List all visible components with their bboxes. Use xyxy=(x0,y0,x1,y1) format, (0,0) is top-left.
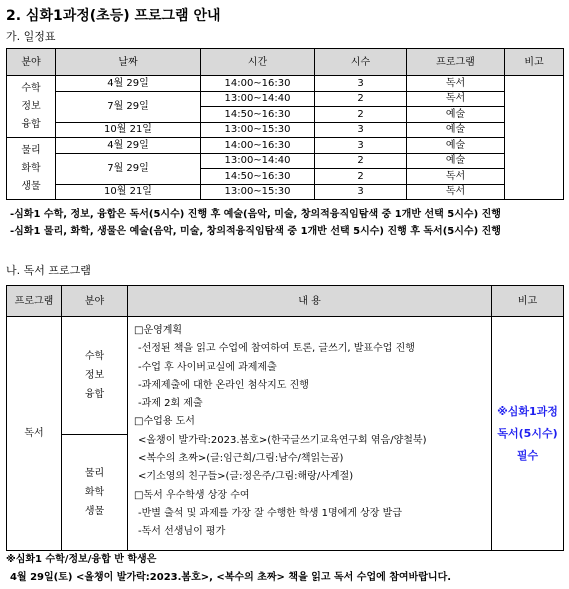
time-cell: 14:50~16:30 xyxy=(201,169,315,185)
category-physics-chem-bio: 물리 화학 생물 xyxy=(62,435,128,551)
header-program: 프로그램 xyxy=(7,286,62,317)
section-heading: □운영계획 xyxy=(134,325,183,336)
content-line: -과제제출에 대한 온라인 첨삭지도 진행 xyxy=(138,379,309,391)
page-title: 2. 심화1과정(초등) 프로그램 안내 xyxy=(6,8,221,24)
hours-cell: 3 xyxy=(315,122,407,138)
reading-remark: ※심화1과정 독서(5시수) 필수 xyxy=(492,317,564,551)
book-title: <기소영의 친구들>(글:정은주/그림:해랑/사계절) xyxy=(138,471,354,483)
content-line: -과제 2회 제출 xyxy=(138,398,203,410)
time-cell: 14:50~16:30 xyxy=(201,107,315,123)
hours-cell: 2 xyxy=(315,107,407,123)
program-cell: 예술 xyxy=(407,107,505,123)
table-row xyxy=(7,122,564,138)
date-cell: 10월 21일 xyxy=(56,122,201,138)
footer-note: 4월 29일(토) <올챙이 발가락:2023.봄호>, <복수의 초짜> 책을 읽고 독서 수업에 참여바랍니다. xyxy=(10,572,452,583)
header-content: 내 용 xyxy=(128,286,492,317)
remark-cell xyxy=(505,76,564,200)
program-cell: 독서 xyxy=(407,169,505,185)
table-row xyxy=(7,138,564,154)
section-heading: □독서 우수학생 상장 수여 xyxy=(134,489,250,501)
footer-notes xyxy=(6,551,451,587)
schedule-note: -심화1 물리, 화학, 생물은 예술(음악, 미술, 창의적융직임탐색 중 1개반 선택 5시수) 진행 후 독서(5시수) 진행 xyxy=(10,226,501,237)
schedule-notes xyxy=(10,206,565,240)
header-remark: 비고 xyxy=(505,49,564,76)
table-row xyxy=(7,76,564,92)
reading-heading: 나. 독서 프로그램 xyxy=(6,264,91,277)
reading-program-table xyxy=(6,285,564,551)
table-row xyxy=(7,91,564,107)
table-row xyxy=(7,153,564,169)
schedule-table xyxy=(6,48,564,200)
category-physics-chem-bio: 물리 화학 생물 xyxy=(7,138,56,200)
header-date: 날짜 xyxy=(56,49,201,76)
content-line: -선정된 책을 읽고 수업에 참여하여 토론, 글쓰기, 발표수업 진행 xyxy=(138,343,415,355)
program-cell: 독서 xyxy=(407,76,505,92)
header-remark: 비고 xyxy=(492,286,564,317)
header-program: 프로그램 xyxy=(407,49,505,76)
date-cell: 7월 29일 xyxy=(56,153,201,184)
hours-cell: 3 xyxy=(315,184,407,200)
content-line: -수업 후 사이버교실에 과제제출 xyxy=(138,361,277,373)
table-header-row xyxy=(7,286,564,317)
program-cell: 독서 xyxy=(407,91,505,107)
hours-cell: 2 xyxy=(315,91,407,107)
category-math-info-fusion: 수학 정보 융합 xyxy=(62,317,128,435)
program-cell: 예술 xyxy=(407,138,505,154)
hours-cell: 2 xyxy=(315,153,407,169)
content-cell xyxy=(128,317,492,551)
time-cell: 13:00~15:30 xyxy=(201,122,315,138)
schedule-heading: 가. 일정표 xyxy=(6,30,56,43)
hours-cell: 3 xyxy=(315,138,407,154)
header-time: 시간 xyxy=(201,49,315,76)
book-title: <복수의 초짜>(글:임근희/그림:남수/책읽는곰) xyxy=(138,453,344,465)
content-line: -독서 선생님이 평가 xyxy=(138,526,226,538)
program-cell: 독서 xyxy=(407,184,505,200)
program-cell: 예술 xyxy=(407,153,505,169)
time-cell: 14:00~16:30 xyxy=(201,76,315,92)
time-cell: 14:00~16:30 xyxy=(201,138,315,154)
date-cell: 10월 21일 xyxy=(56,184,201,200)
time-cell: 13:00~14:40 xyxy=(201,91,315,107)
schedule-note: -심화1 수학, 정보, 융합은 독서(5시수) 진행 후 예술(음악, 미술, 창의적융직임탐색 중 1개반 선택 5시수) 진행 xyxy=(10,209,501,220)
footer-note: ※심화1 수학/정보/융합 반 학생은 xyxy=(6,554,157,565)
date-cell: 4월 29일 xyxy=(56,138,201,154)
hours-cell: 3 xyxy=(315,76,407,92)
time-cell: 13:00~15:30 xyxy=(201,184,315,200)
table-header-row xyxy=(7,49,564,76)
program-cell: 예술 xyxy=(407,122,505,138)
date-cell: 4월 29일 xyxy=(56,76,201,92)
table-row xyxy=(7,184,564,200)
table-row xyxy=(7,317,564,435)
date-cell: 7월 29일 xyxy=(56,91,201,122)
header-category: 분야 xyxy=(7,49,56,76)
content-line: -반별 출석 및 과제를 가장 잘 수행한 학생 1명에게 상장 발급 xyxy=(138,507,402,519)
program-name: 독서 xyxy=(7,317,62,551)
header-category: 분야 xyxy=(62,286,128,317)
section-heading: □수업용 도서 xyxy=(134,416,195,428)
header-hours: 시수 xyxy=(315,49,407,76)
time-cell: 13:00~14:40 xyxy=(201,153,315,169)
hours-cell: 2 xyxy=(315,169,407,185)
book-title: <올챙이 발가락:2023.봄호>(한국글쓰기교육연구회 엮음/양철북) xyxy=(138,434,427,446)
category-math-info-fusion: 수학 정보 융합 xyxy=(7,76,56,138)
